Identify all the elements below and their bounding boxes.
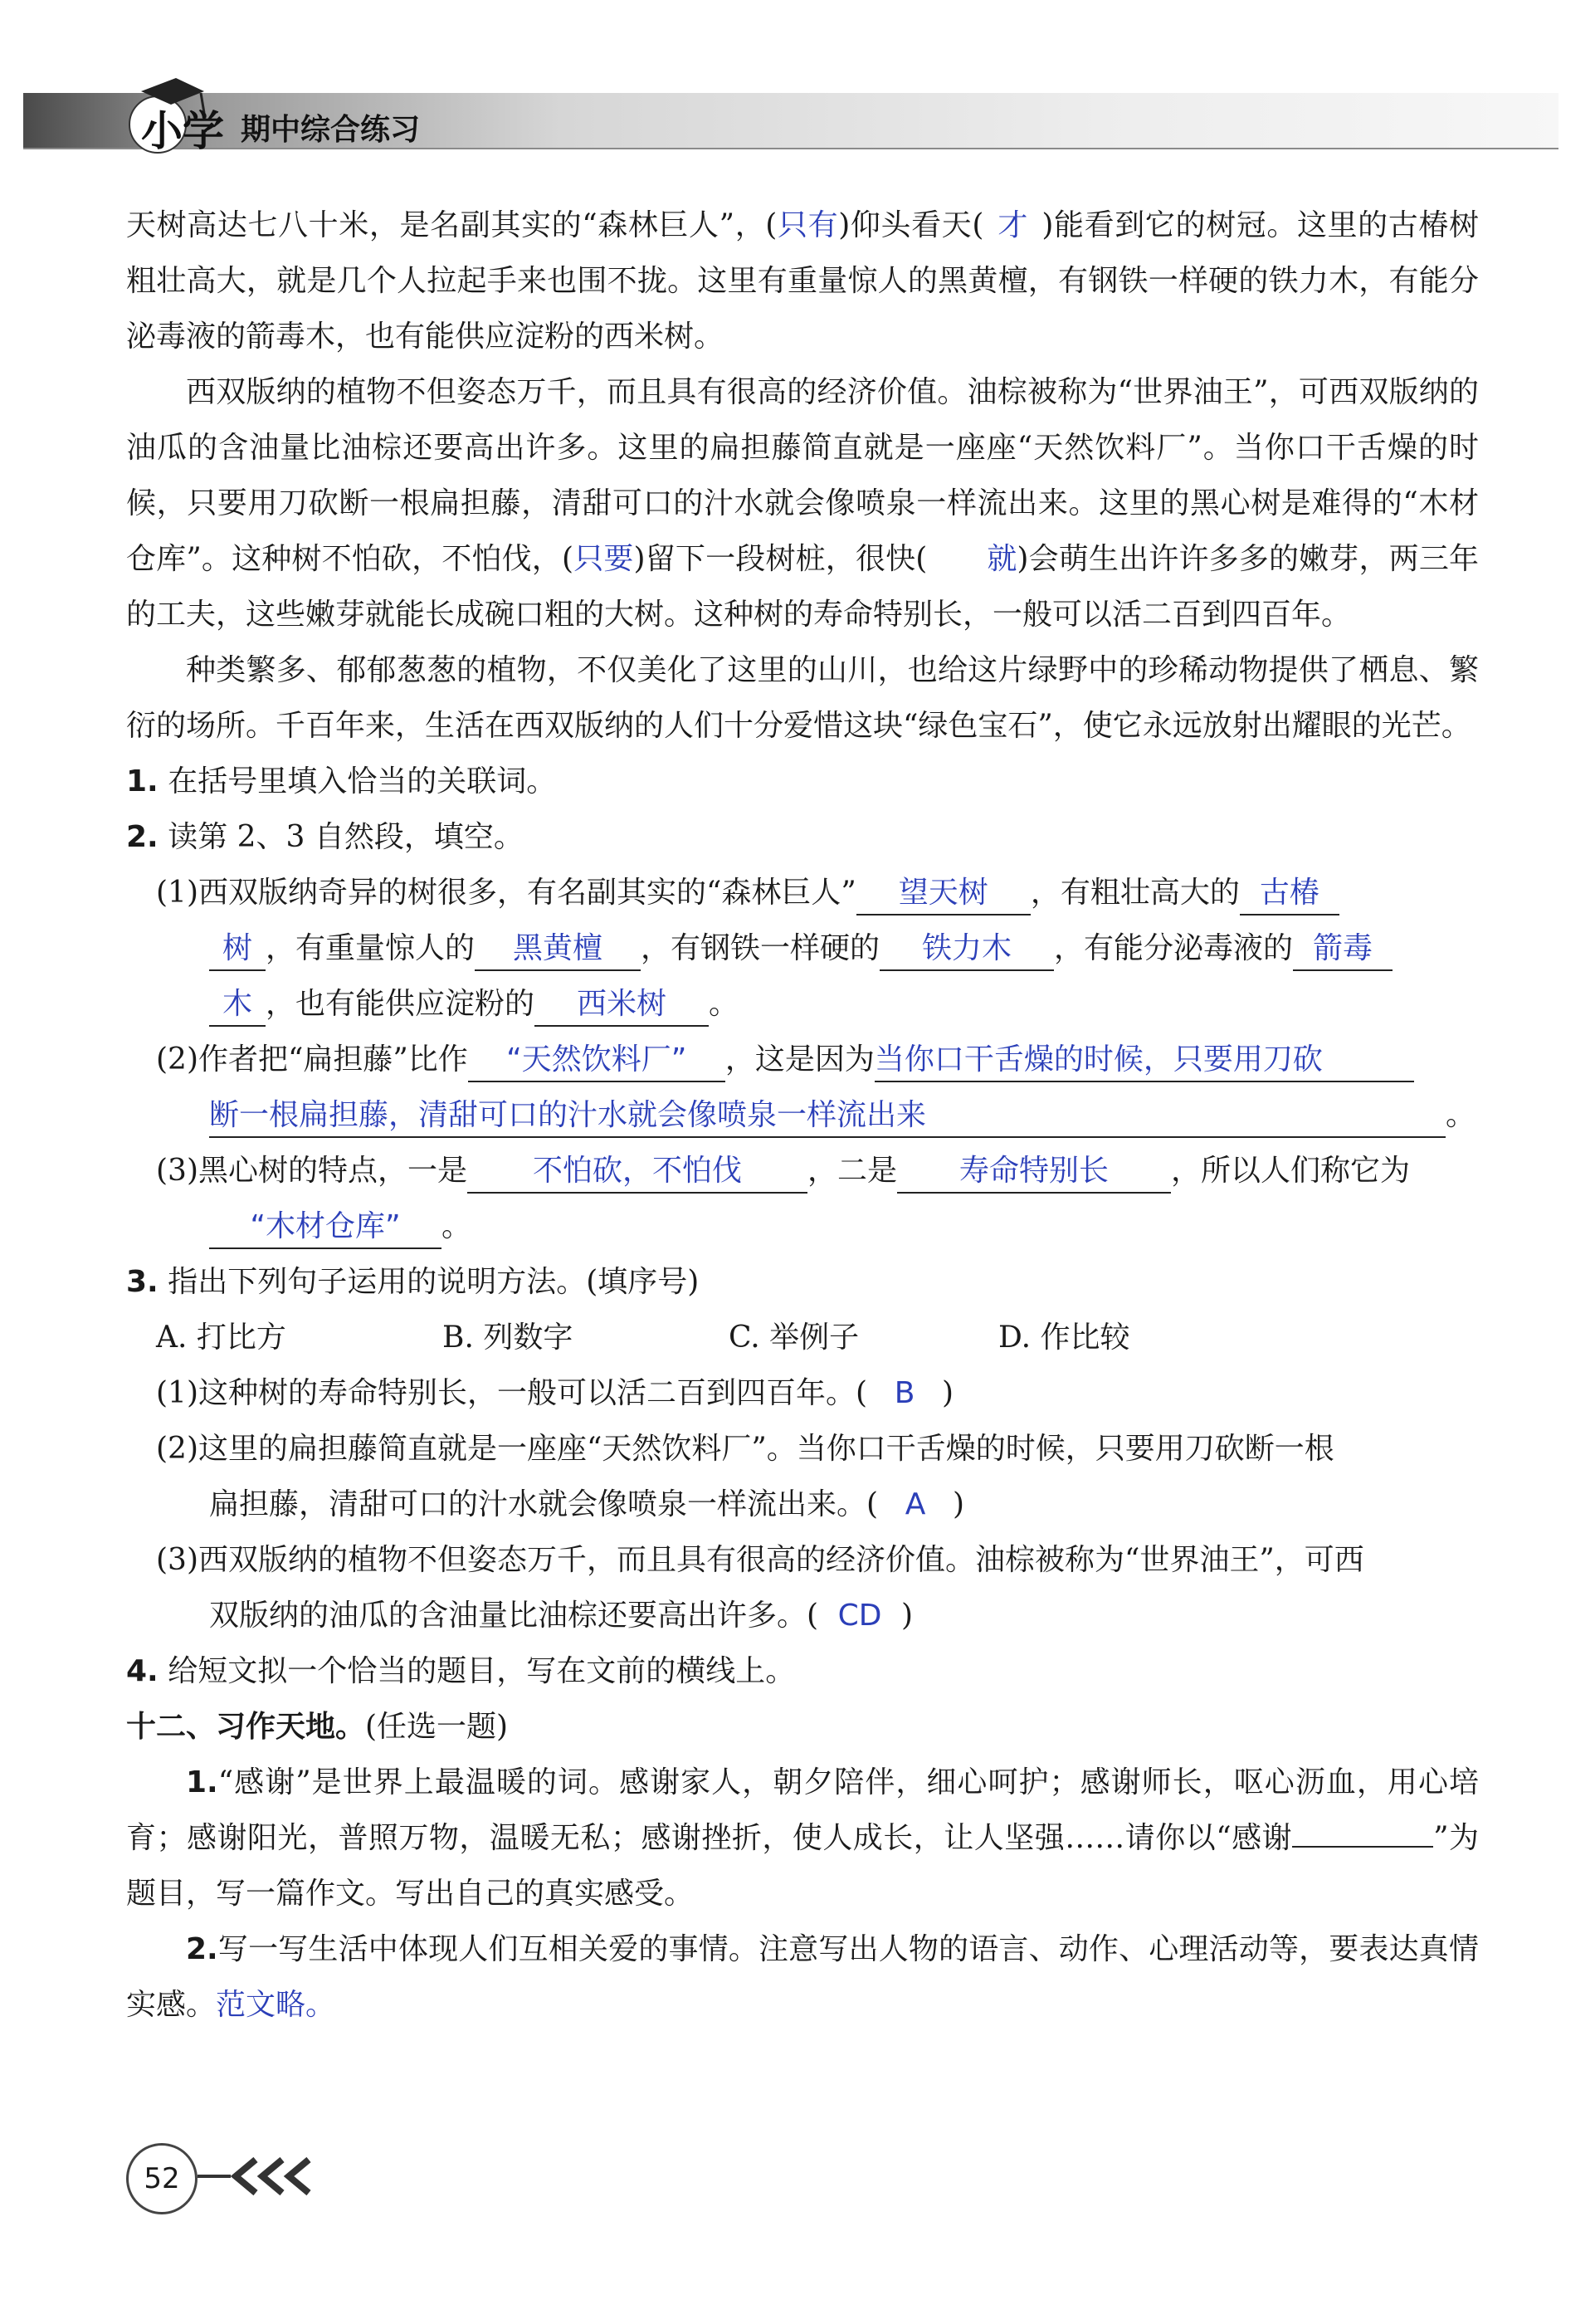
answer-conj-1: 只有	[777, 208, 839, 242]
page-title: 期中综合练习	[241, 113, 421, 147]
answer-essay: 范文略。	[216, 1988, 336, 2022]
answer-2-3-c: “木材仓库”	[209, 1206, 441, 1249]
answer-3-3: CD	[837, 1599, 882, 1633]
question-2-2: (2)作者把“扁担藤”比作 “天然饮料厂” ，这是因为当你口干舌燥的时候，只要用刀砍	[126, 1032, 1479, 1087]
question-3-options	[126, 1310, 1479, 1365]
answer-conj-2: 才	[997, 208, 1028, 242]
answer-2-3-b: 寿命特别长	[897, 1150, 1171, 1194]
answer-2-1-f: 西米树	[534, 984, 709, 1027]
answer-2-1-e: 箭毒	[1293, 928, 1393, 971]
answer-2-1-e2: 木	[209, 984, 266, 1027]
answer-3-2: A	[905, 1487, 926, 1521]
question-3: 3. 指出下列句子运用的说明方法。(填序号)	[126, 1265, 700, 1299]
section-12-topic-2: 2.写一写生活中体现人们互相关爱的事情。注意写出人物的语言、动作、心理活动等，要表达真情实感。范文略。	[126, 1932, 1479, 2022]
option-b: B. 列数字	[442, 1321, 573, 1355]
question-3-2: (2)这里的扁担藤简直就是一座座“天然饮料厂”。当你口干舌燥的时候，只要用刀砍断一根	[156, 1432, 1334, 1466]
question-2-3-line2: “木材仓库” 。	[126, 1199, 1479, 1254]
answer-2-2-b2: 断一根扁担藤，清甜可口的汁水就会像喷泉一样流出来	[209, 1095, 1446, 1138]
answer-2-1-d: 铁力木	[880, 928, 1054, 971]
option-c: C. 举例子	[729, 1321, 860, 1355]
question-2: 2. 读第 2、3 自然段，填空。	[126, 820, 524, 854]
question-3-1: (1)这种树的寿命特别长，一般可以活二百到四百年。( B )	[126, 1365, 1479, 1421]
answer-2-3-a: 不怕砍，不怕伐	[467, 1150, 807, 1194]
question-2-1-line3: 木 ，也有能供应淀粉的 西米树 。	[126, 976, 1479, 1032]
page-number: 52	[126, 2143, 198, 2214]
question-2-2-line2: 断一根扁担藤，清甜可口的汁水就会像喷泉一样流出来 。	[126, 1087, 1479, 1143]
question-2-3: (3)黑心树的特点，一是 不怕砍，不怕伐 ，二是 寿命特别长 ，所以人们称它为	[126, 1143, 1479, 1199]
option-a: A. 打比方	[156, 1321, 286, 1355]
section-12-heading: 十二、习作天地。(任选一题)	[126, 1710, 509, 1744]
answer-2-2-b: 当你口干舌燥的时候，只要用刀砍	[875, 1039, 1414, 1082]
section-12-topic-1: 1.“感谢”是世界上最温暖的词。感谢家人，朝夕陪伴，细心呵护；感谢师长，呕心沥血，用心培育；感谢阳光，普照万物，温暖无私；感谢挫折，使人成长，让人坚强……请你以“感谢 ”为题目，写一篇作文。写出自己的真实感受。	[126, 1765, 1480, 1911]
question-2-1-line2: 树 ，有重量惊人的 黑黄檀 ，有钢铁一样硬的 铁力木 ，有能分泌毒液的 箭毒	[126, 920, 1479, 976]
answer-2-1-b2: 树	[209, 928, 266, 971]
answer-conj-3: 只要	[573, 542, 634, 576]
question-3-2-line2: 扁担藤，清甜可口的汁水就会像喷泉一样流出来。( A )	[126, 1477, 1479, 1532]
passage-paragraph-1: 天树高达七八十米，是名副其实的“森林巨人”，(只有)仰头看天( 才 )能看到它的树冠。这里的古椿树粗壮高大，就是几个人拉起手来也围不拢。这里有重量惊人的黑黄檀，有钢铁一样硬的铁力木，有能分泌毒液的箭毒木，也有能供应淀粉的西米树。	[126, 198, 1479, 364]
passage-paragraph-2: 西双版纳的植物不但姿态万千，而且具有很高的经济价值。油棕被称为“世界油王”，可西双版纳的油瓜的含油量比油棕还要高出许多。这里的扁担藤简直就是一座座“天然饮料厂”。当你口干舌燥的时候，只要用刀砍断一根扁担藤，清甜可口的汁水就会像喷泉一样流出来。这里的黑心树是难得的“木材仓库”。这种树不怕砍，不怕伐，(只要)留下一段树桩，很快( 就)会萌生出许许多多的嫩芽，两三年的工夫，这些嫩芽就能长成碗口粗的大树。这种树的寿命特别长，一般可以活二百到四百年。	[126, 375, 1479, 632]
answer-conj-4: 就	[987, 542, 1017, 576]
topic-blank-2	[1367, 1846, 1433, 1848]
answer-3-1: B	[894, 1376, 915, 1410]
passage-paragraph-3: 种类繁多、郁郁葱葱的植物，不仅美化了这里的山川，也给这片绿野中的珍稀动物提供了栖息、繁衍的场所。千百年来，生活在西双版纳的人们十分爱惜这块“绿色宝石”，使它永远放射出耀眼的光芒。	[126, 653, 1479, 743]
question-2-1: (1)西双版纳奇异的树很多，有名副其实的“森林巨人” 望天树 ，有粗壮高大的 古椿	[126, 865, 1479, 920]
topic-blank-1	[1292, 1846, 1367, 1848]
question-1: 1. 在括号里填入恰当的关联词。	[126, 764, 557, 798]
option-d: D. 作比较	[998, 1321, 1130, 1355]
answer-2-1-a: 望天树	[856, 872, 1031, 915]
question-4: 4. 给短文拟一个恰当的题目，写在文前的横线上。	[126, 1654, 796, 1688]
chevrons-left-icon	[198, 2153, 330, 2200]
question-3-3: (3)西双版纳的植物不但姿态万千，而且具有很高的经济价值。油棕被称为“世界油王”，可西	[156, 1543, 1364, 1577]
question-3-3-line2: 双版纳的油瓜的含油量比油棕还要高出许多。( CD )	[126, 1588, 1479, 1643]
subject-label: 小学	[141, 107, 224, 155]
answer-2-2-a: “天然饮料厂”	[468, 1039, 725, 1082]
answer-2-1-c: 黑黄檀	[475, 928, 641, 971]
answer-2-1-b: 古椿	[1240, 872, 1339, 915]
page-content	[126, 198, 1479, 2033]
